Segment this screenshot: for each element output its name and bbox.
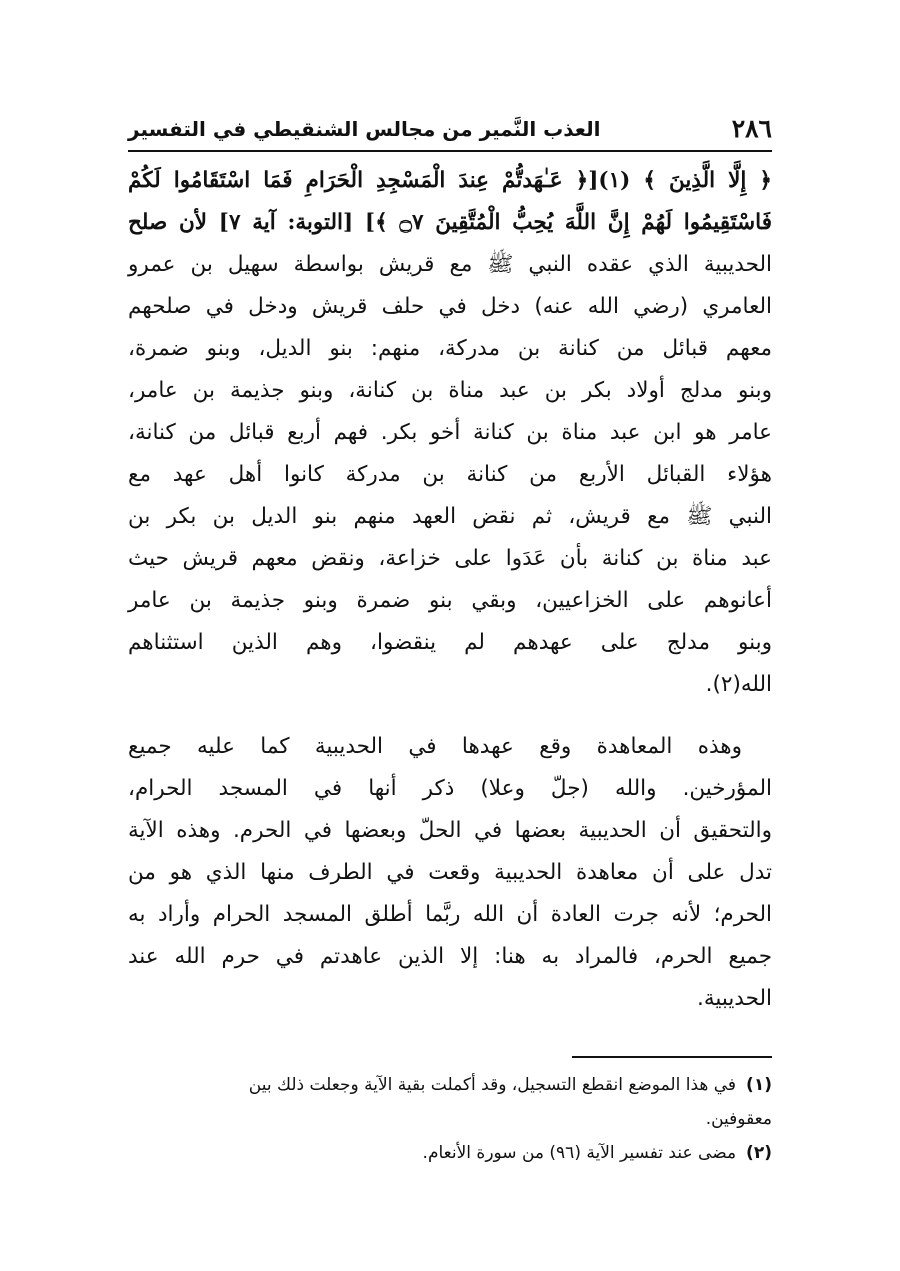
text-line: عبد مناة بن كنانة بأن عَدَوا على خزاعة، ونقض معهم قريش حيث xyxy=(128,546,772,571)
footnotes xyxy=(128,1068,772,1170)
text-line: وبنو مدلج أولاد بكر بن عبد مناة بن كنانة، وبنو جذيمة بن عامر، xyxy=(128,378,772,403)
text-line: جميع الحرم، فالمراد به هنا: إلا الذين عاهدتم في حرم الله عند xyxy=(128,944,772,969)
footnote-2 xyxy=(128,1136,772,1170)
footnote-1-continuation: معقوفين. xyxy=(705,1109,772,1129)
footnote-number: (٢) xyxy=(746,1143,772,1163)
text-line: النبي ﷺ مع قريش، ثم نقض العهد منهم بنو الديل بن بكر بن xyxy=(128,504,772,529)
text-line: فَاسْتَقِيمُوا لَهُمْ إِنَّ اللَّهَ يُحِبُّ الْمُتَّقِينَ ۝٧ ﴾] [التوبة: آية ٧] لأن صلح xyxy=(128,210,773,235)
page-header xyxy=(128,108,772,152)
text-line: وهذه المعاهدة وقع عهدها في الحديبية كما عليه جميع xyxy=(128,734,742,759)
text-line: تدل على أن معاهدة الحديبية وقعت في الطرف منها الذي هو من xyxy=(128,860,772,885)
text-line: الحديبية الذي عقده النبي ﷺ مع قريش بواسطة سهيل بن عمرو xyxy=(128,252,772,277)
text-line: الحرم؛ لأنه جرت العادة أن الله ربَّما أطلق المسجد الحرام وأراد به xyxy=(128,902,772,927)
paragraph-gap xyxy=(128,706,772,726)
book-page xyxy=(128,108,772,1170)
text-line: وبنو مدلج على عهدهم لم ينقضوا، وهم الذين استثناهم xyxy=(128,630,772,655)
footnote-text: مضى عند تفسير الآية (٩٦) من سورة الأنعام. xyxy=(422,1143,737,1163)
text-line: العامري (رضي الله عنه) دخل في حلف قريش ودخل في صلحهم xyxy=(128,294,772,319)
text-line: هؤلاء القبائل الأربع من كنانة بن مدركة كانوا أهل عهد مع xyxy=(128,462,772,487)
footnote-number: (١) xyxy=(746,1075,772,1095)
text-line: الله(٢). xyxy=(705,672,772,697)
text-line: معهم قبائل من كنانة بن مدركة، منهم: بنو الديل، وبنو ضمرة، xyxy=(128,336,772,361)
running-title: العذب النَّمير من مجالس الشنقيطي في التفسير xyxy=(128,117,601,141)
main-text xyxy=(128,160,772,1020)
text-line: عامر هو ابن عبد مناة بن كنانة أخو بكر. فهم أربع قبائل من كنانة، xyxy=(128,420,772,445)
text-line: أعانوهم على الخزاعيين، وبقي بنو ضمرة وبنو جذيمة بن عامر xyxy=(128,588,772,613)
text-line: والتحقيق أن الحديبية بعضها في الحلّ وبعضها في الحرم. وهذه الآية xyxy=(128,818,772,843)
page-number: ٢٨٦ xyxy=(731,114,772,143)
text-line: ﴿ إِلَّا الَّذِينَ ﴾ (١)[﴿ عَـٰهَدتُّمْ عِندَ الْمَسْجِدِ الْحَرَامِ فَمَا اسْتَقَامُوا لَكُمْ xyxy=(128,168,772,193)
text-line: المؤرخين. والله (جلّ وعلا) ذكر أنها في المسجد الحرام، xyxy=(128,776,772,801)
text-line: الحديبية. xyxy=(696,986,772,1011)
footnote-text: في هذا الموضع انقطع التسجيل، وقد أكملت بقية الآية وجعلت ذلك بين xyxy=(248,1075,737,1095)
footnote-separator xyxy=(572,1056,772,1058)
footnote-1 xyxy=(128,1068,772,1102)
